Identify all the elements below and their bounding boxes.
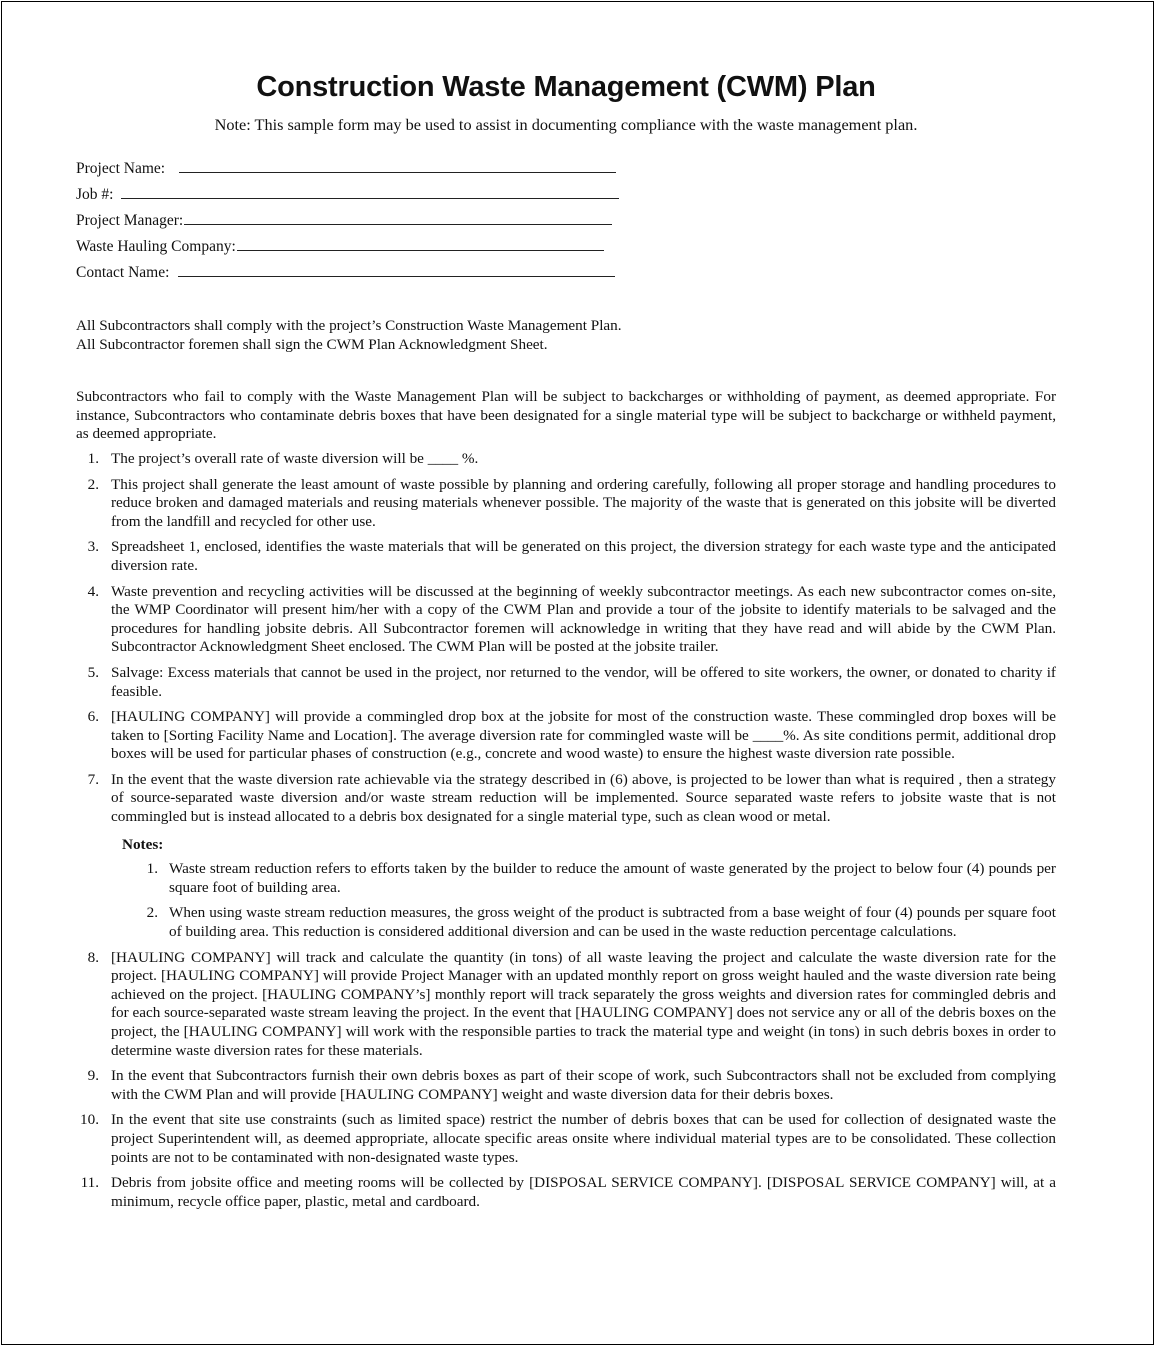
item-number: 5.: [87, 663, 99, 681]
job-number-line[interactable]: [121, 185, 619, 199]
document-content: [76, 68, 1056, 1218]
document-note: Note: This sample form may be used to assist in documenting compliance with the waste management plan.: [214, 115, 918, 134]
item-text: In the event that the waste diversion rate achievable via the strategy described in (6) above, is projected to be lower than what is required , then a strategy of source-separated waste diversion and/or waste stream reduction will be implemented. Source separated waste refers to jobsite waste that is not commingled but is instead allocated to a debris box designated for a single material type, such as clean wood or metal.: [111, 770, 1056, 826]
item-text: The project’s overall rate of waste diversion will be ____ %.: [111, 449, 479, 467]
note-number: 1.: [146, 860, 158, 878]
form-fields: [76, 159, 1056, 289]
item-number: 10.: [80, 1111, 99, 1129]
note-text: Waste stream reduction refers to efforts taken by the builder to reduce the amount of waste generated by the project to below four (4) pounds per square foot of building area.: [169, 860, 1056, 896]
item-text: In the event that site use constraints (such as limited space) restrict the number of debris boxes that can be used for collection of designated waste the project Superintendent will, as deemed appropriate, allocate specific areas onsite where individual material types are to be consolidated. These collection points are not to be contaminated with non-designated waste types.: [111, 1111, 1056, 1166]
waste-hauling-company-field: [76, 237, 1056, 263]
item-number: 7.: [87, 770, 99, 788]
field-label: Contact Name:: [76, 264, 170, 281]
item-text: This project shall generate the least amount of waste possible by planning and ordering carefully, following all proper storage and handling procedures to reduce broken and damaged materials and reusing materials whenever possible. The majority of the waste that is generated on this jobsite will be diverted from the landfill and recycled for other use.: [111, 475, 1056, 530]
project-name-field: [76, 159, 1056, 185]
notes-block: [122, 836, 1056, 942]
acknowledgment-block: [76, 317, 1056, 354]
project-manager-line[interactable]: [184, 211, 612, 225]
list-item: [122, 860, 1056, 897]
field-label: Waste Hauling Company:: [76, 238, 236, 255]
field-label: Job #:: [76, 186, 114, 203]
item-number: 2.: [87, 475, 99, 493]
item-text: Salvage: Excess materials that cannot be used in the project, nor returned to the vendor, will be offered to site workers, the owner, or donated to charity if feasible.: [111, 663, 1056, 700]
intro-paragraph: Subcontractors who fail to comply with the Waste Management Plan will be subject to backcharges or withholding of payment, as deemed appropriate. For instance, Subcontractors who contaminate debris boxes that have been designated for a single material type will be subject to backcharge or withheld payment, as deemed appropriate.: [76, 388, 1056, 443]
item-number: 9.: [87, 1067, 99, 1085]
plan-items-list: [76, 450, 1056, 827]
list-item: [76, 949, 1056, 1061]
contact-name-line[interactable]: [178, 263, 615, 277]
item-text: Waste prevention and recycling activities will be discussed at the beginning of weekly subcontractor meetings. As each new subcontractor comes on-site, the WMP Coordinator will present him/her with a copy of the CWM Plan and provide a tour of the jobsite to identify materials to be salvaged and the procedures for handling jobsite debris. All Subcontractor foremen will acknowledge in writing that they have read and will abide by the CWM Plan. Subcontractor Acknowledgment Sheet enclosed. The CWM Plan will be posted at the jobsite trailer.: [111, 582, 1056, 656]
field-label: Project Manager:: [76, 212, 184, 229]
note-number: 2.: [146, 904, 158, 922]
acknowledgment-line: All Subcontractors shall comply with the project’s Construction Waste Management Plan.: [76, 317, 622, 334]
list-item: [76, 664, 1056, 701]
notes-list: [122, 860, 1056, 941]
document-page: [1, 1, 1154, 1345]
job-number-field: [76, 185, 1056, 211]
field-label: Project Name:: [76, 160, 166, 177]
item-number: 11.: [80, 1174, 99, 1192]
document-title: Construction Waste Management (CWM) Plan: [256, 71, 876, 103]
item-number: 4.: [87, 582, 99, 600]
list-item: [76, 1174, 1056, 1211]
list-item: [76, 583, 1056, 657]
list-item: [76, 476, 1056, 532]
contact-name-field: [76, 263, 1056, 289]
waste-hauling-company-line[interactable]: [237, 237, 604, 251]
plan-items-list-continued: [76, 949, 1056, 1212]
item-text: [HAULING COMPANY] will provide a commingled drop box at the jobsite for most of the construction waste. These commingled drop boxes will be taken to [Sorting Facility Name and Location]. The average diversion rate for commingled waste will be ____%. As site conditions permit, additional drop boxes will be used for particular phases of construction (e.g., concrete and wood waste) to ensure the highest waste diversion rate possible.: [111, 708, 1056, 763]
project-manager-field: [76, 211, 1056, 237]
list-item: [76, 771, 1056, 827]
item-number: 3.: [87, 538, 99, 556]
acknowledgment-line: All Subcontractor foremen shall sign the CWM Plan Acknowledgment Sheet.: [76, 335, 548, 353]
notes-title: Notes:: [122, 835, 164, 853]
item-number: 6.: [87, 708, 99, 726]
item-text: Spreadsheet 1, enclosed, identifies the waste materials that will be generated on this project, the diversion strategy for each waste type and the anticipated diversion rate.: [111, 538, 1056, 574]
item-text: Debris from jobsite office and meeting rooms will be collected by [DISPOSAL SERVICE COMPANY]. [DISPOSAL SERVICE COMPANY] will, at a minimum, recycle office paper, plastic, metal and cardboard.: [111, 1174, 1056, 1210]
list-item: [76, 450, 1056, 469]
project-name-line[interactable]: [179, 159, 616, 173]
list-item: [76, 1067, 1056, 1104]
list-item: [76, 1111, 1056, 1167]
note-text: When using waste stream reduction measures, the gross weight of the product is subtracted from a base weight of four (4) pounds per square foot of building area. This reduction is considered additional diversion and can be used in the waste reduction percentage calculations.: [169, 904, 1056, 941]
list-item: [76, 538, 1056, 575]
item-number: 1.: [87, 449, 99, 467]
list-item: [122, 904, 1056, 941]
item-text: In the event that Subcontractors furnish their own debris boxes as part of their scope of work, such Subcontractors shall not be excluded from complying with the CWM Plan and will provide [HAULING COMPANY] weight and waste diversion data for their debris boxes.: [111, 1067, 1056, 1103]
item-text: [HAULING COMPANY] will track and calculate the quantity (in tons) of all waste leaving the project and calculate the waste diversion rate for the project. [HAULING COMPANY] will provide Project Manager with an updated monthly report on gross weight hauled and the waste diversion rate being achieved on the project. [HAULING COMPANY’s] monthly report will track separately the gross weights and diversion rates for commingled debris and for each source-separated waste stream leaving the project. In the event that [HAULING COMPANY] does not service any or all of the debris boxes on the project, the [HAULING COMPANY] will work with the responsible parties to track the material type and weight (in tons) in such debris boxes in order to determine waste diversion rates for these materials.: [111, 948, 1056, 1059]
item-number: 8.: [87, 948, 99, 966]
list-item: [76, 708, 1056, 764]
